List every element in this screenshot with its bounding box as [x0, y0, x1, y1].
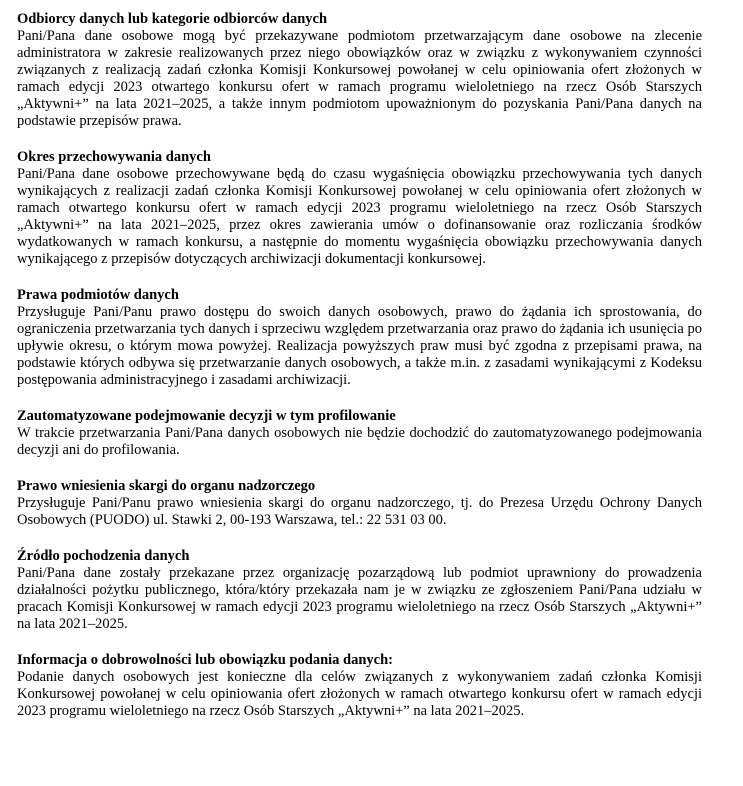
section-recipients: [17, 11, 702, 130]
section-body-complaint-right: Przysługuje Pani/Panu prawo wniesienia skargi do organu nadzorczego, tj. do Prezesa Urzędu Ochrony Danych Osobowych (PUODO) ul. Stawki 2, 00-193 Warszawa, tel.: 22 531 03 00.: [17, 495, 702, 528]
section-title-complaint-right: Prawo wniesienia skargi do organu nadzorczego: [17, 478, 316, 494]
section-title-retention-period: Okres przechowywania danych: [17, 149, 211, 165]
section-retention-period: [17, 149, 702, 268]
section-title-voluntary-obligation: Informacja o dobrowolności lub obowiązku podania danych:: [17, 652, 394, 668]
section-title-automated-decisions: Zautomatyzowane podejmowanie decyzji w tym profilowanie: [17, 408, 396, 424]
document-page: [17, 11, 702, 739]
section-body-automated-decisions: W trakcie przetwarzania Pani/Pana danych osobowych nie będzie dochodzić do zautomatyzowanego podejmowania decyzji ani do profilowania.: [17, 425, 702, 458]
section-title-recipients: Odbiorcy danych lub kategorie odbiorców danych: [17, 11, 328, 27]
section-automated-decisions: [17, 408, 702, 459]
section-data-source: [17, 548, 702, 633]
section-body-data-subject-rights: Przysługuje Pani/Panu prawo dostępu do swoich danych osobowych, prawo do żądania ich sprostowania, do ograniczenia przetwarzania tych danych i sprzeciwu względem przetwarzania oraz prawo do żądania ich usunięcia po upływie okresu, o którym mowa powyżej. Realizacja powyższych praw musi być zgodna z przepisami prawa, na podstawie których odbywa się przetwarzanie danych osobowych, a także m.in. z zasadami wynikającymi z Kodeksu postępowania administracyjnego i zasadami archiwizacji.: [17, 304, 702, 388]
section-body-data-source: Pani/Pana dane zostały przekazane przez organizację pozarządową lub podmiot uprawniony do prowadzenia działalności pożytku publicznego, która/który przekazała nam je w związku ze zgłoszeniem Pani/Pana udziału w pracach Komisji Konkursowej w ramach edycji 2023 programu wieloletniego na rzecz Osób Starszych „Aktywni+” na lata 2021–2025.: [17, 565, 702, 632]
section-body-retention-period: Pani/Pana dane osobowe przechowywane będą do czasu wygaśnięcia obowiązku przechowywania tych danych wynikających z realizacji zadań członka Komisji Konkursowej powołanej w celu opiniowania ofert złożonych w ramach otwartego konkursu ofert w ramach edycji 2023 programu wieloletniego na rzecz Osób Starszych „Aktywni+” na lata 2021–2025, przez okres zawierania umów o dofinansowanie oraz rozliczania środków wydatkowanych w ramach konkursu, a następnie do momentu wygaśnięcia obowiązku przechowywania danych wynikającego z przepisów dotyczących archiwizacji dokumentacji konkursowej.: [17, 166, 702, 267]
section-title-data-source: Źródło pochodzenia danych: [17, 548, 190, 564]
section-body-voluntary-obligation: Podanie danych osobowych jest konieczne dla celów związanych z wykonywaniem zadań członka Komisji Konkursowej powołanej w celu opiniowania ofert złożonych w ramach otwartego konkursu ofert w ramach edycji 2023 programu wieloletniego na rzecz Osób Starszych „Aktywni+” na lata 2021–2025.: [17, 669, 702, 719]
section-complaint-right: [17, 478, 702, 529]
section-voluntary-obligation: [17, 652, 702, 720]
section-title-data-subject-rights: Prawa podmiotów danych: [17, 287, 179, 303]
section-body-recipients: Pani/Pana dane osobowe mogą być przekazywane podmiotom przetwarzającym dane osobowe na zlecenie administratora w zakresie realizowanych przez niego obowiązków oraz w związku z wykonywaniem czynności związanych z realizacją zadań członka Komisji Konkursowej powołanej w celu opiniowania ofert złożonych w ramach edycji 2023 otwartego konkursu ofert w ramach programu wieloletniego na rzecz Osób Starszych „Aktywni+” na lata 2021–2025, a także innym podmiotom upoważnionym do pozyskania Pani/Pana danych na podstawie przepisów prawa.: [17, 28, 702, 129]
section-data-subject-rights: [17, 287, 702, 389]
